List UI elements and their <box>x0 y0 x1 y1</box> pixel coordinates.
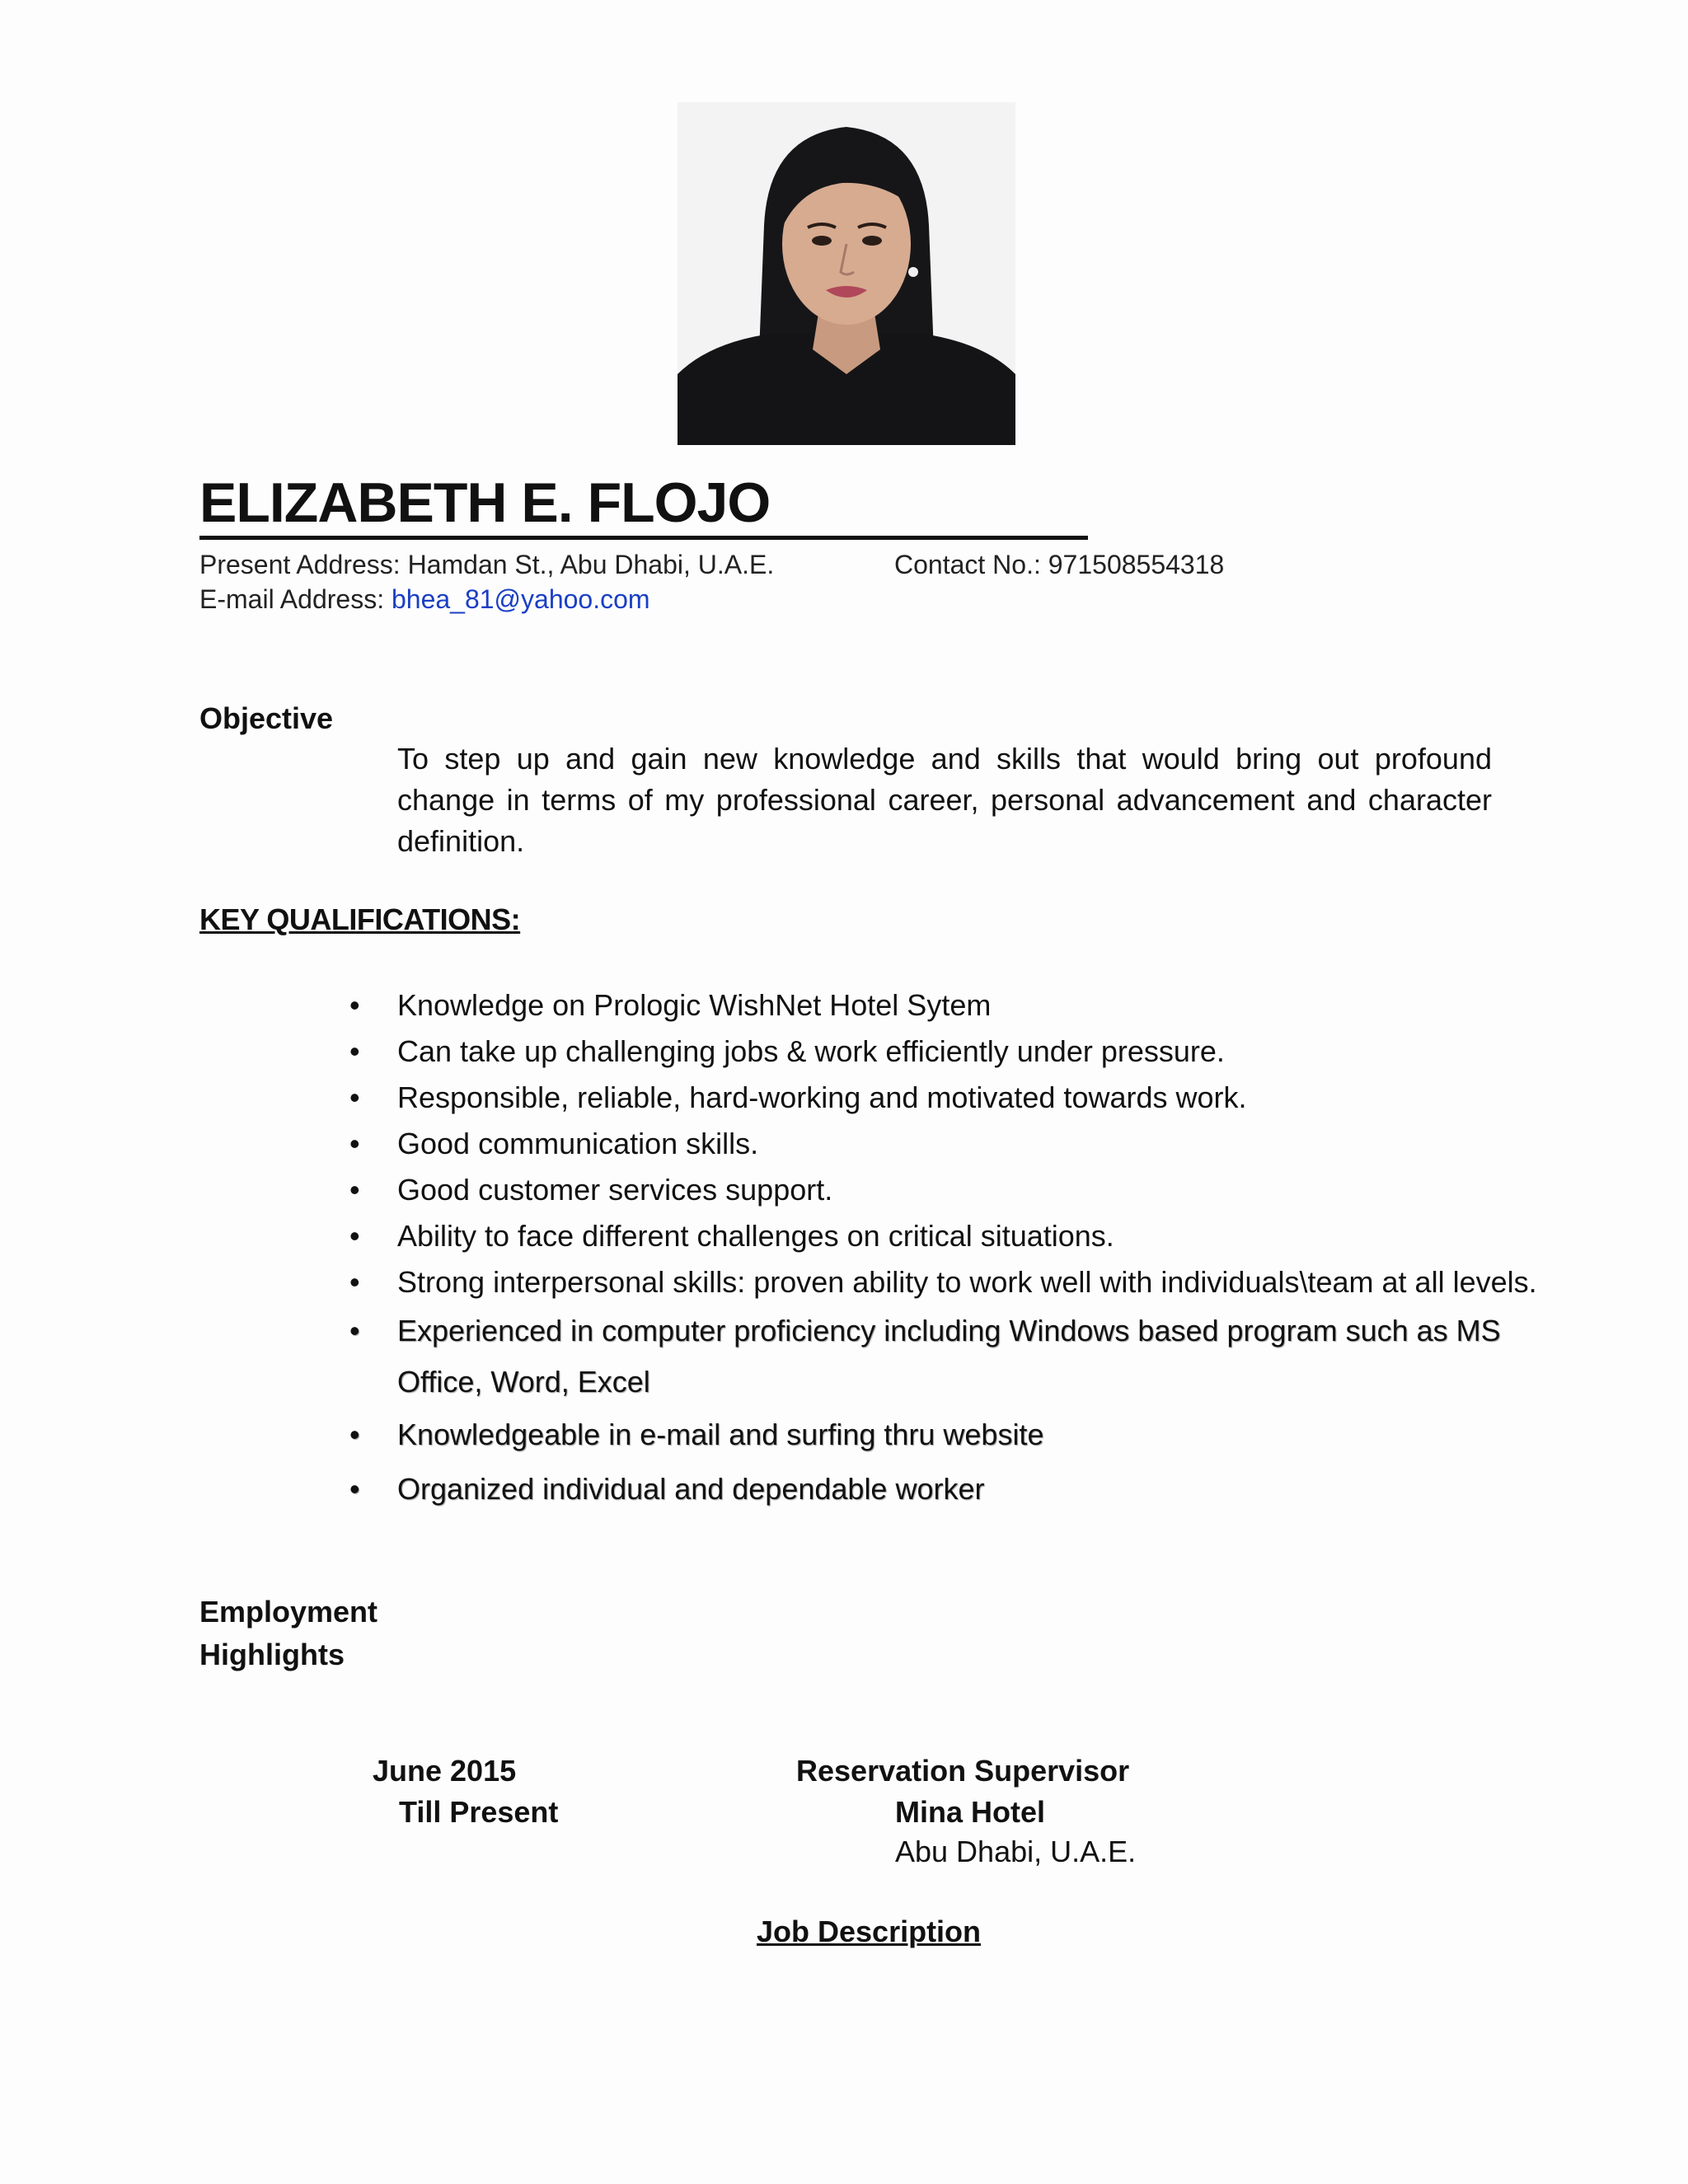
contact-number: Contact No.: 971508554318 <box>894 550 1225 579</box>
bullet-icon: • <box>349 1418 360 1451</box>
bullet-icon: • <box>349 1219 360 1253</box>
objective-text: To step up and gain new knowledge and skills that would bring out profound change in terms of my professional career, personal advancement and character definition. <box>397 742 1492 858</box>
job-company: Mina Hotel <box>895 1795 1046 1829</box>
present-address: Present Address: Hamdan St., Abu Dhabi, U.A.E. <box>199 550 775 579</box>
list-item: • Organized individual and dependable worker <box>346 1462 1632 1516</box>
bullet-icon: • <box>349 1314 360 1347</box>
list-item: • Ability to face different challenges on critical situations. <box>346 1213 1632 1259</box>
job-description-heading: Job Description <box>757 1915 982 1948</box>
qualifications-list <box>346 982 1632 1516</box>
employment-heading-line2: Highlights <box>199 1638 345 1671</box>
bullet-icon: • <box>349 1472 360 1506</box>
email-label: E-mail Address: <box>199 584 392 614</box>
list-item: • Can take up challenging jobs & work efficiently under pressure. <box>346 1029 1632 1075</box>
bullet-icon: • <box>349 1127 360 1160</box>
profile-photo <box>678 102 1015 445</box>
bullet-icon: • <box>349 1034 360 1068</box>
job-date-to: Till Present <box>399 1795 559 1829</box>
employment-heading <box>199 1591 414 1676</box>
list-item: • Knowledgeable in e-mail and surfing thru website <box>346 1408 1632 1462</box>
bullet-icon: • <box>349 1173 360 1207</box>
list-item: • Good communication skills. <box>346 1121 1632 1167</box>
email-line <box>199 582 650 616</box>
key-qualifications-heading: KEY QUALIFICATIONS: <box>199 902 521 936</box>
list-item: • Experienced in computer proficiency including Windows based program such as MS Office, Word, Excel <box>346 1305 1568 1408</box>
list-item: • Good customer services support. <box>346 1167 1632 1213</box>
bullet-icon: • <box>349 988 360 1022</box>
bullet-icon: • <box>349 1265 360 1299</box>
email-link[interactable]: bhea_81@yahoo.com <box>391 584 650 614</box>
job-location: Abu Dhabi, U.A.E. <box>895 1835 1137 1868</box>
employment-heading-line1: Employment <box>199 1595 378 1629</box>
list-item: • Knowledge on Prologic WishNet Hotel Sytem <box>346 982 1632 1029</box>
list-item: • Responsible, reliable, hard-working and motivated towards work. <box>346 1075 1632 1121</box>
list-item: • Strong interpersonal skills: proven ability to work well with individuals\team at all levels. <box>346 1259 1632 1305</box>
objective-heading: Objective <box>199 701 334 735</box>
candidate-name: ELIZABETH E. FLOJO <box>199 470 1088 540</box>
job-date-from: June 2015 <box>373 1754 517 1788</box>
job-position: Reservation Supervisor <box>796 1754 1130 1788</box>
bullet-icon: • <box>349 1080 360 1114</box>
